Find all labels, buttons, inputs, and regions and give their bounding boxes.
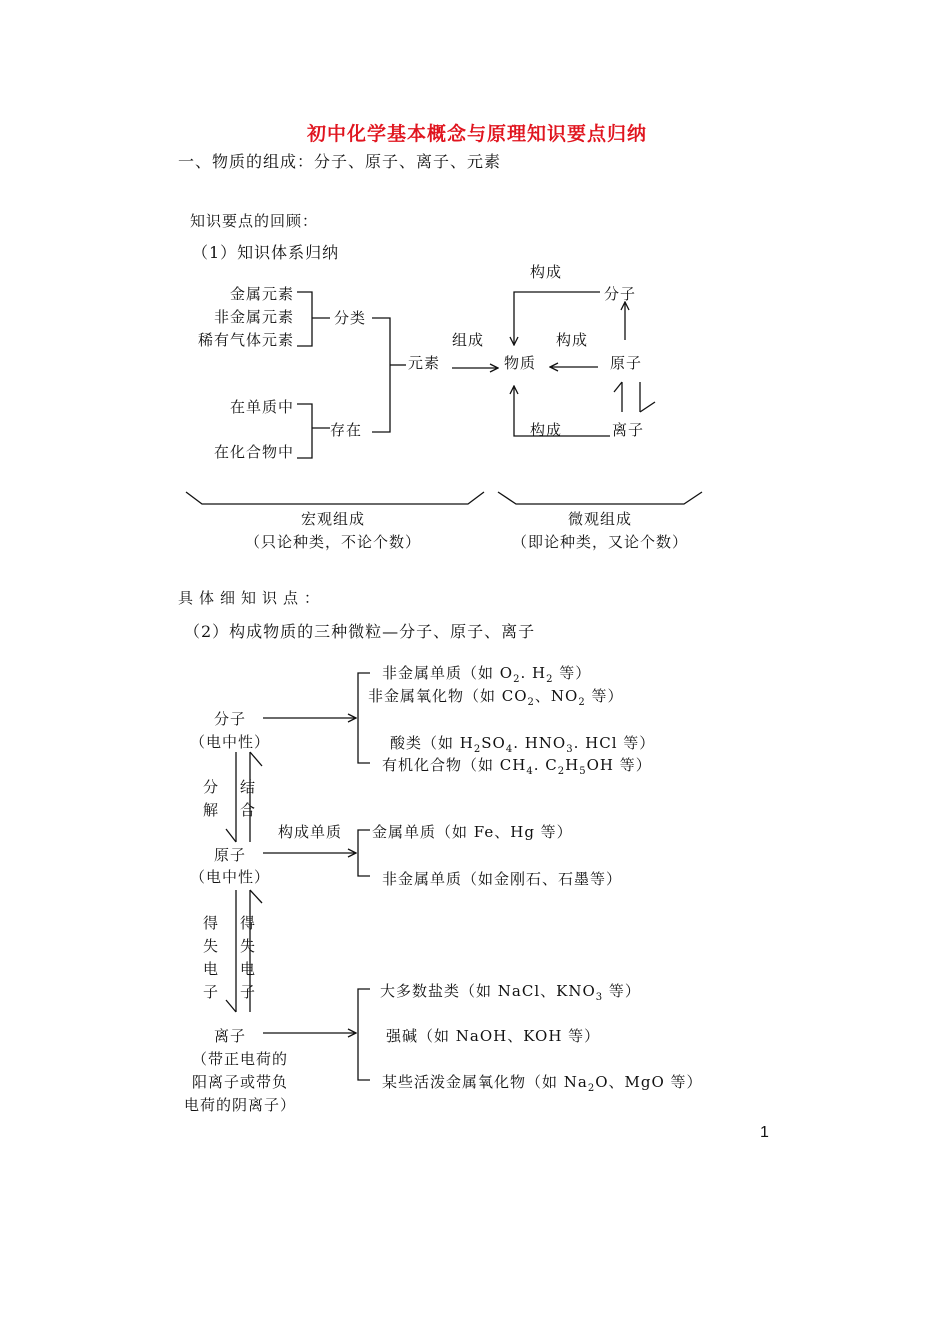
ion-bracket [358,989,370,1080]
macro-label: 宏观组成 [300,510,365,528]
in-elemental-label: 在单质中 [229,398,294,416]
decompose-char-2: 解 [203,801,220,819]
subsection-2-heading: （2）构成物质的三种微粒—分子、原子、离子 [184,622,536,641]
constitute-bottom-label: 构成 [530,421,563,439]
in-compound-label: 在化合物中 [213,443,294,461]
combine-char-2: 合 [240,801,257,819]
compose-label: 组成 [452,331,485,349]
atom-item: 非金属单质（如金刚石、石墨等） [382,870,623,888]
page-number: 1 [760,1124,770,1141]
micro-brace [498,492,702,504]
exist-label: 存在 [330,421,363,439]
element-types-bracket [297,292,312,346]
constitute-top-label: 构成 [530,263,563,281]
atom-node: 原子 [213,846,246,864]
atom-item: 金属单质（如 Fe、Hg 等） [372,823,573,841]
lose-char: 得 [240,914,257,932]
gain-char: 电 [203,960,220,978]
micro-note: （即论种类，又论个数） [511,533,688,551]
nonmetal-element: 非金属元素 [213,308,294,326]
classify-label: 分类 [334,309,367,327]
ion-label: 离子 [612,421,645,439]
decompose-char-1: 分 [203,778,220,796]
ion-note-line: 电荷的阴离子） [183,1096,296,1114]
molecule-node: 分子 [213,710,246,728]
micro-label: 微观组成 [567,510,632,528]
gain-char: 子 [203,983,220,1001]
ion-note-line: 阳离子或带负 [191,1073,288,1091]
molecule-item: 有机化合物（如 $CH_4$. $C_2H_5OH$ 等） [382,756,652,777]
constitute-elemental-label: 构成单质 [278,823,343,841]
section-heading: 一、物质的组成：分子、原子、离子、元素 [178,152,502,171]
ion-item: 强碱（如 NaOH、KOH 等） [386,1027,601,1045]
molecule-item: 酸类（如 $H_2SO_4$. $HNO_3$. HCl 等） [390,734,656,755]
constitute-mid-label: 构成 [556,331,589,349]
metal-element: 金属元素 [229,285,294,303]
ion-note-line: （带正电荷的 [191,1050,288,1068]
gain-char: 失 [203,937,220,955]
subsection-1-heading: （1）知识体系归纳 [192,243,340,262]
element-label: 元素 [408,354,441,372]
lose-char: 电 [240,960,257,978]
atom-neutral: （电中性） [190,868,271,886]
molecule-neutral: （电中性） [190,733,271,751]
combine-char-1: 结 [240,778,257,796]
ion-item: 大多数盐类（如 NaCl、$KNO_3$ 等） [380,982,641,1003]
gain-char: 得 [203,914,220,932]
ion-item: 某些活泼金属氧化物（如 $Na_2O$、MgO 等） [382,1073,703,1094]
macro-brace [186,492,484,504]
ion-node: 离子 [213,1027,246,1045]
classify-exist-bracket [372,318,390,432]
substance-label: 物质 [504,354,537,372]
atom-bracket [358,830,370,876]
atom-label: 原子 [610,354,643,372]
molecule-item: 非金属氧化物（如 $CO_2$、$NO_2$ 等） [368,687,624,708]
existence-bracket [297,404,312,458]
molecule-item: 非金属单质（如 $O_2$. $H_2$ 等） [382,664,592,685]
rare-gas-element: 稀有气体元素 [197,331,294,349]
specific-heading: 具体细知识点： [178,589,326,607]
lose-char: 失 [240,937,257,955]
macro-note: （只论种类，不论个数） [244,533,421,551]
molecule-label: 分子 [604,285,637,303]
page-title: 初中化学基本概念与原理知识要点归纳 [307,123,648,145]
review-heading: 知识要点的回顾： [190,212,319,230]
lose-char: 子 [240,983,257,1001]
